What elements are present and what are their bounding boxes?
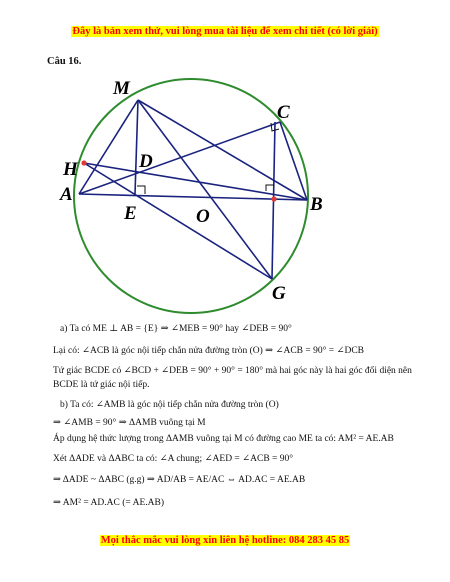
marker-h xyxy=(81,160,86,165)
right-angle-f xyxy=(266,185,274,191)
solution-line-10: ⇒ AM² = AD.AC (= AE.AB) xyxy=(53,498,164,508)
right-angle-e xyxy=(137,186,145,194)
solution-line-9: ⇒ ΔADE ~ ΔABC (g.g) ⇒ AD/AB = AE/AC ⇔ AD.AC = AE.AB xyxy=(53,475,306,485)
solution-line-1: a) Ta có ME ⊥ AB = {E} ⇒ ∠MEB = 90° hay ∠DEB = 90° xyxy=(60,324,292,334)
solution-line-3: Tứ giác BCDE có ∠BCD + ∠DEB = 90° + 90° = 180° mà hai góc này là hai góc đối diện nên xyxy=(53,366,412,376)
label-d: D xyxy=(139,151,153,172)
solution-line-8: Xét ΔADE và ΔABC ta có: ∠A chung; ∠AED = ∠ACB = 90° xyxy=(53,454,294,464)
hotline-banner xyxy=(0,535,450,546)
label-o: O xyxy=(196,206,210,227)
label-b: B xyxy=(310,194,323,215)
solution-line-5: b) Ta có: ∠AMB là góc nội tiếp chắn nửa đường tròn (O) xyxy=(60,400,279,410)
segment-mg xyxy=(138,100,272,279)
segment-me xyxy=(135,100,138,194)
solution-line-6: ⇒ ∠AMB = 90° ⇒ ΔAMB vuông tại M xyxy=(53,418,206,428)
hotline-banner-text: Mọi thắc mắc vui lòng xin liên hệ hotline: 084 283 45 85 xyxy=(100,535,350,546)
preview-banner-text: Đây là bản xem thử, vui lòng mua tài liệu để xem chi tiết (có lời giải) xyxy=(72,26,378,37)
label-e: E xyxy=(124,203,137,224)
label-h: H xyxy=(63,159,78,180)
label-g: G xyxy=(272,283,286,304)
label-c: C xyxy=(277,102,290,123)
solution-line-7: Áp dụng hệ thức lượng trong ΔAMB vuông tại M có đường cao ME ta có: AM² = AE.AB xyxy=(53,434,394,444)
question-label: Câu 16. xyxy=(47,56,82,67)
marker-f xyxy=(271,196,276,201)
segment-ac xyxy=(79,122,280,194)
segment-hg xyxy=(84,163,272,279)
label-a: A xyxy=(60,184,73,205)
solution-line-2: Lại có: ∠ACB là góc nội tiếp chắn nửa đường tròn (O) ⇒ ∠ACB = 90° = ∠DCB xyxy=(53,346,365,356)
label-m: M xyxy=(113,78,130,99)
solution-line-4: BCDE là tứ giác nội tiếp. xyxy=(53,380,150,390)
